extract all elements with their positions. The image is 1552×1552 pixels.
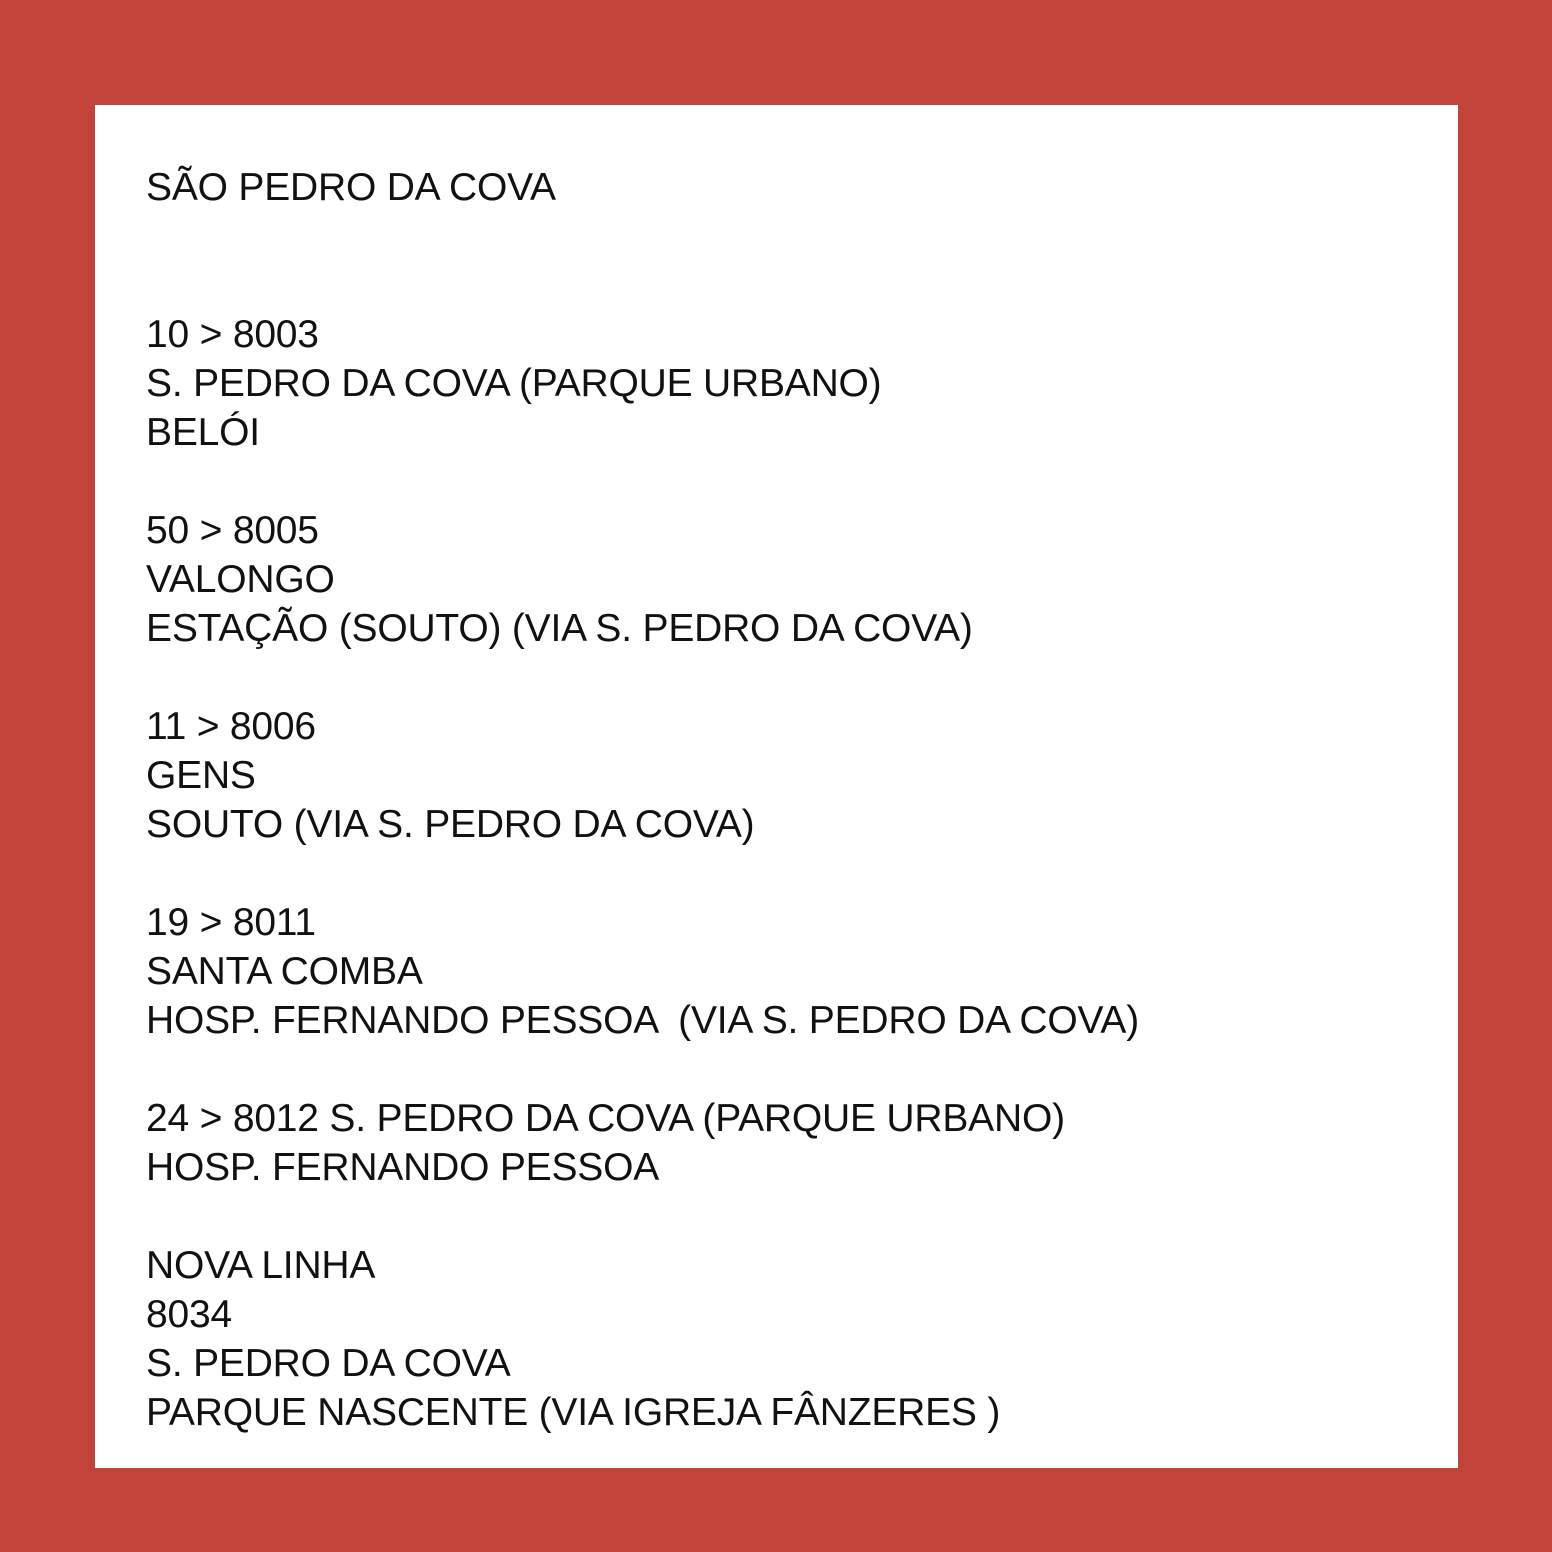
route-group-6 (146, 1241, 1418, 1437)
route-group-2 (146, 506, 1418, 653)
page-title: SÃO PEDRO DA COVA (146, 166, 556, 209)
route-destination: PARQUE NASCENTE (VIA IGREJA FÂNZERES ) (146, 1391, 1001, 1434)
route-group-4 (146, 898, 1418, 1045)
spacer (146, 212, 1418, 310)
route-group-5 (146, 1094, 1418, 1192)
route-origin: GENS (146, 754, 256, 797)
route-group-3 (146, 702, 1418, 849)
document-card (95, 105, 1458, 1468)
route-destination: BELÓI (146, 411, 260, 454)
route-destination: SOUTO (VIA S. PEDRO DA COVA) (146, 803, 755, 846)
new-line-label: NOVA LINHA (146, 1244, 376, 1287)
route-group-1 (146, 310, 1418, 457)
route-number-and-origin: 24 > 8012 S. PEDRO DA COVA (PARQUE URBANO) (146, 1097, 1065, 1140)
route-number: 10 > 8003 (146, 313, 319, 356)
document-content (146, 163, 1418, 1437)
route-origin: S. PEDRO DA COVA (PARQUE URBANO) (146, 362, 882, 405)
route-number: 11 > 8006 (146, 705, 316, 748)
route-number: 50 > 8005 (146, 509, 319, 552)
route-origin: SANTA COMBA (146, 950, 423, 993)
route-origin: VALONGO (146, 558, 335, 601)
route-destination: ESTAÇÃO (SOUTO) (VIA S. PEDRO DA COVA) (146, 607, 973, 650)
route-number: 19 > 8011 (146, 901, 316, 944)
route-destination: HOSP. FERNANDO PESSOA (VIA S. PEDRO DA COVA) (146, 999, 1139, 1042)
route-number: 8034 (146, 1293, 232, 1336)
route-origin: S. PEDRO DA COVA (146, 1342, 511, 1385)
route-destination: HOSP. FERNANDO PESSOA (146, 1146, 660, 1189)
